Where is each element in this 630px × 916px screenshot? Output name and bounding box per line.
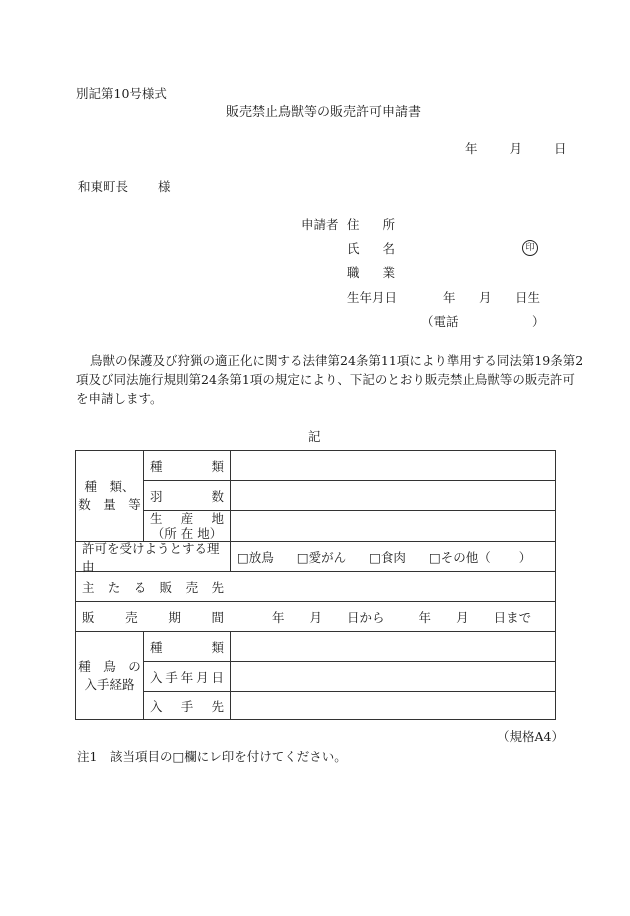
group1-label: 種 類、 数 量 等 (78, 478, 141, 512)
birth-year: 年 (443, 290, 456, 305)
address-label: 住 所 (347, 217, 395, 232)
body-line-3: を申請します。 (76, 391, 163, 406)
applicant-label: 申請者 (301, 217, 339, 232)
footnote: 注1 該当項目の□欄にレ印を付けてください。 (77, 749, 347, 764)
value-nyushu-from[interactable] (231, 692, 555, 720)
value-shurui[interactable] (231, 451, 555, 480)
option-sonota-close: ） (518, 549, 532, 565)
birth-day: 日生 (515, 290, 541, 305)
body-line-1: 鳥獣の保護及び狩猟の適正化に関する法律第24条第11項により準用する同法第19条第2 (90, 353, 584, 368)
value-sales-dest[interactable] (231, 572, 555, 601)
seal-stamp: 印 (522, 240, 538, 256)
option-sonota[interactable]: □その他（ (428, 549, 491, 565)
size-note: （規格A4） (497, 729, 564, 744)
label-nyushu-from: 入 手 先 (150, 699, 224, 714)
seal-mark (522, 240, 538, 256)
name-label: 氏 名 (347, 241, 395, 256)
option-shokuniku[interactable]: □食肉 (369, 549, 406, 565)
table-vline (143, 450, 144, 541)
birth-label: 生年月日 (347, 290, 398, 305)
birth-month: 月 (479, 290, 492, 305)
option-aigan[interactable]: □愛がん (296, 549, 347, 565)
value-seisanchi[interactable] (231, 511, 555, 541)
value-nyushu-date[interactable] (231, 662, 555, 691)
date-year: 年 (465, 141, 478, 156)
value-hasu[interactable] (231, 481, 555, 510)
label-shurui: 種 類 (150, 458, 224, 474)
table-vline (143, 631, 144, 720)
reason-options (237, 542, 555, 571)
occupation-label: 職 業 (347, 265, 395, 280)
label-sales-dest: 主 た る 販 売 先 (82, 579, 224, 595)
body-line-2: 項及び同法施行規則第24条第1項の規定により、下記のとおり販売禁止鳥獣等の販売許可 (76, 372, 575, 387)
date-line (465, 143, 566, 156)
value-shurui-2[interactable] (231, 632, 555, 661)
label-reason: 許可を受けようとする理由 (82, 540, 220, 574)
label-hasu: 羽 数 (150, 488, 224, 504)
label-period: 販 売 期 間 (82, 609, 224, 625)
label-seisanchi: 生 産 地 （所 在 地） (150, 511, 224, 541)
ki-heading: 記 (308, 429, 321, 444)
addressee (78, 181, 171, 194)
group2-label: 種 鳥 の 入手経路 (78, 658, 141, 692)
phone-close: ） (532, 314, 545, 329)
value-period[interactable]: 年 月 日から 年 月 日まで (272, 609, 532, 625)
addressee-name: 和東町長 (78, 179, 129, 194)
page-title: 販売禁止鳥獣等の販売許可申請書 (226, 105, 422, 120)
label-shurui-2: 種 類 (150, 639, 224, 655)
date-day: 日 (553, 141, 567, 156)
label-nyushu-date: 入 手 年 月 日 (150, 669, 224, 685)
date-month: 月 (509, 141, 522, 156)
form-number: 別記第10号様式 (76, 86, 167, 101)
addressee-honorific: 様 (157, 179, 171, 194)
phone-open: （電話 (421, 314, 459, 329)
option-houchou[interactable]: □放鳥 (237, 549, 274, 565)
